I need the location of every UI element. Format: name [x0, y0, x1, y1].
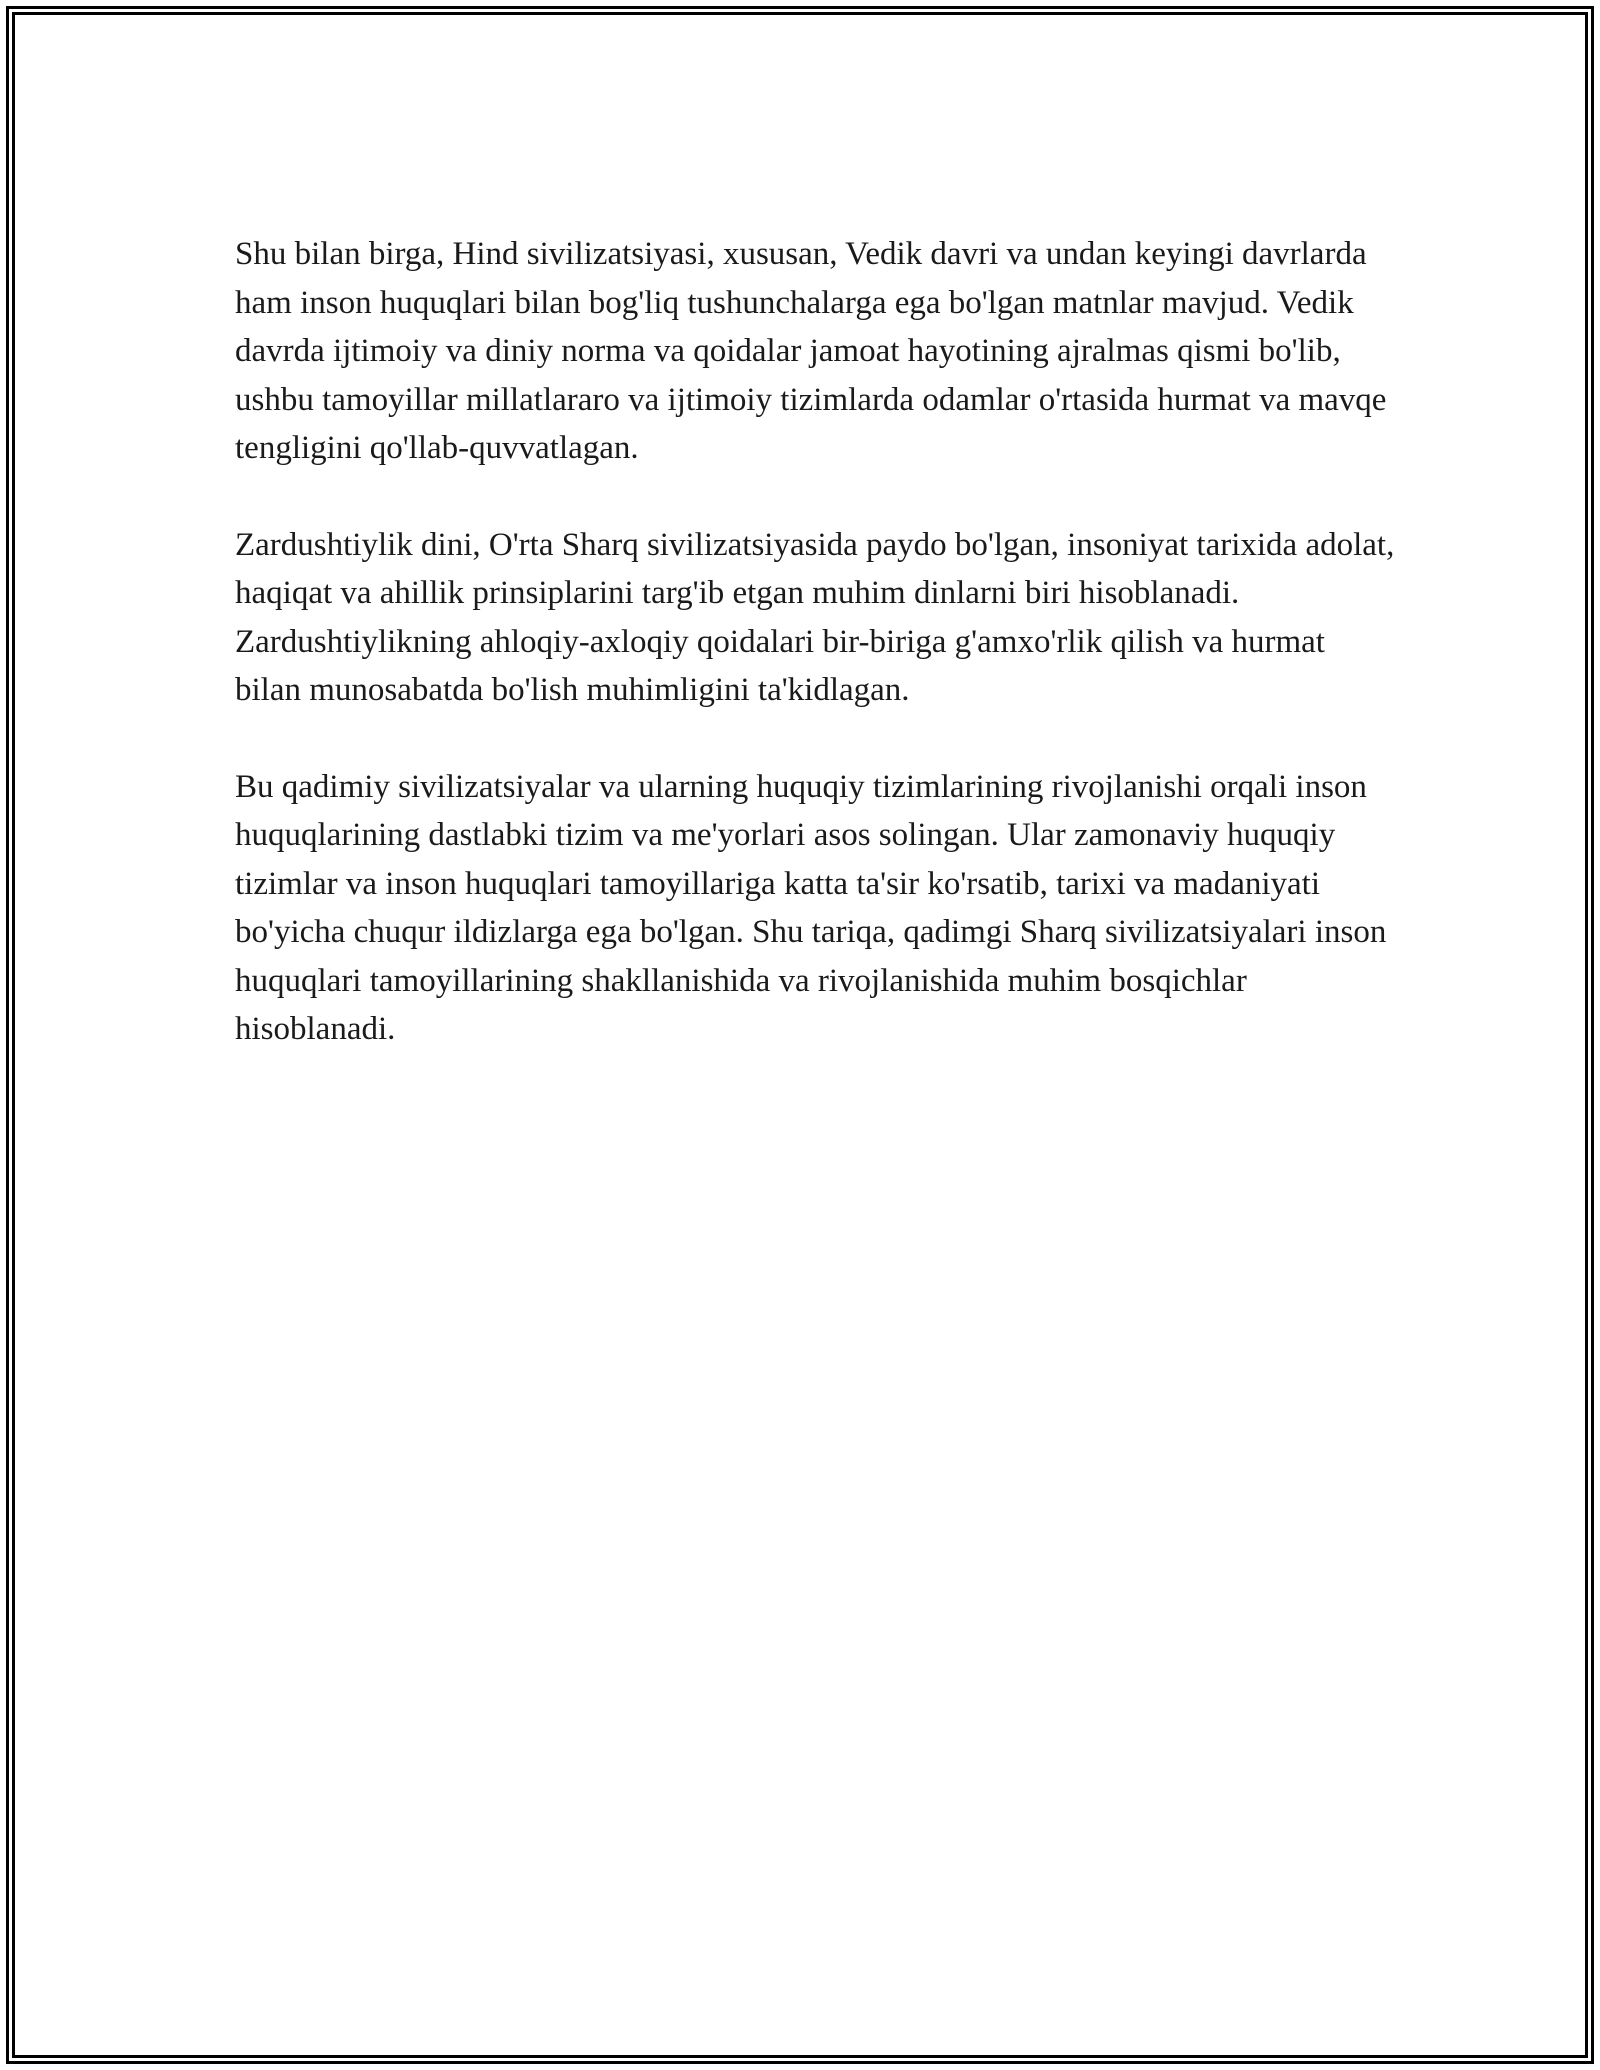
document-body — [235, 230, 1395, 1054]
paragraph-3: Bu qadimiy sivilizatsiyalar va ularning huquqiy tizimlarining rivojlanishi orqali inson huquqlarining dastlabki tizim va me'yorlari asos solingan. Ular zamonaviy huquqiy tizimlar va inson huquqlari tamoyillariga katta ta'sir ko'rsatib, tarixi va madaniyati bo'yicha chuqur ildizlarga ega bo'lgan. Shu tariqa, qadimgi Sharq sivilizatsiyalari inson huquqlari tamoyillarining shakllanishida va rivojlanishida muhim bosqichlar hisoblanadi. — [235, 768, 1387, 1047]
paragraph-2: Zardushtiylik dini, O'rta Sharq sivilizatsiyasida paydo bo'lgan, insoniyat tarixida adolat, haqiqat va ahillik prinsiplarini targ'ib etgan muhim dinlarni biri hisoblanadi. Zardushtiylikning ahloqiy-axloqiy qoidalari bir-biriga g'amxo'rlik qilish va hurmat bilan munosabatda bo'lish muhimligini ta'kidlagan. — [235, 526, 1395, 708]
paragraph-1: Shu bilan birga, Hind sivilizatsiyasi, xususan, Vedik davri va undan keyingi davrlarda ham inson huquqlari bilan bog'liq tushunchalarga ega bo'lgan matnlar mavjud. Vedik davrda ijtimoiy va diniy norma va qoidalar jamoat hayotining ajralmas qismi bo'lib, ushbu tamoyillar millatlararo va ijtimoiy tizimlarda odamlar o'rtasida hurmat va mavqe tengligini qo'llab-quvvatlagan. — [235, 236, 1387, 466]
